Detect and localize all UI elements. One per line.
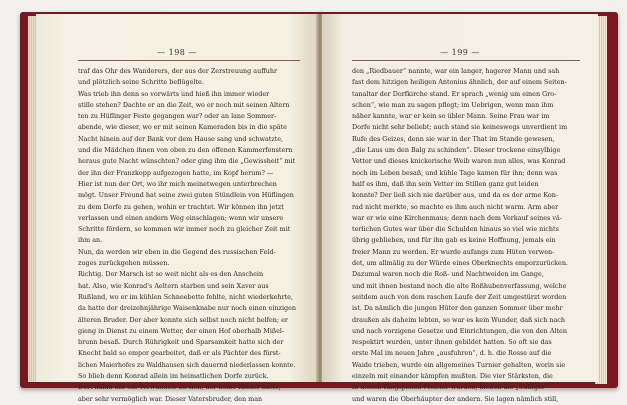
text-line: erste Mal im neuen Jahre „ausfuhren“, d. h. die Rosse auf die [352,349,552,358]
text-line: heraus gute Nacht wünschten? oder ging ihm die „Gewissheit“ mit [78,157,296,166]
left-page [36,14,318,403]
text-line: Vetter und dieses knickerische Weib waren nun alles, was Konrad [352,157,566,166]
text-line: brunn besaß. Durch Rührigkeit und Sparsamkeit hatte sich der [78,338,284,347]
text-line: Dorfe nicht sehr beliebt; auch stand sie keineswegs unverdient im [352,123,568,132]
left-page-number: — 198 — [157,48,197,57]
text-line: in diesen Ringspielen Meister wurden, hießen die „Stilliger“ [352,383,549,392]
text-line: ihm an. [78,236,103,245]
text-line: Was trieb ihn denn so vorwärts und hieß ihn immer wieder [78,89,270,98]
text-line: noch im Leben besaß, und kühle Tage kamen für ihn; denn was [352,168,558,177]
right-page [322,14,598,403]
text-line: rad nicht merkte, so machte es ihm auch nicht warm. Arm aber [352,202,559,211]
text-line: half es ihm, daß ihn sein Vetter im Stillen ganz gut leiden [352,179,539,188]
text-line: abende, wie dieser, wo er mit seinen Kameraden bis in die späte [78,123,287,132]
text-line: traf das Ohr des Wanderers, der aus der Zerstreuung auffuhr [78,67,278,75]
text-line: tanaltar der Dorfkirche stand. Er sprach „wenig um einen Gro- [352,89,557,98]
text-line: hat. Also, wie Konrad's Aeltern starben und sein Xaver aus [78,281,269,290]
text-line: übrig geblieben, und für ihn gab es keine Hoffnung, jemals ein [352,236,556,245]
text-line: Richtig. Der Marsch ist so weit nicht als es den Anschein [78,270,264,279]
text-line: war er wie eine Kirchenmaus; denn nach dem Verkauf seines vä- [352,213,562,222]
text-line: einzeln mit einander kämpfen mußten. Die vier Stärksten, die [352,372,553,381]
text-line: und waren die Oberhäupter der andern. Sie lagen nämlich still, [352,394,559,403]
text-line: und nach vorzigene Gesetze und Einrichtungen, die von den Alten [352,326,567,335]
text-line: zu dem Dorfe zu gehen, wohin er trachtet. Wir können ihn jetzt [78,202,284,211]
text-line: Nacht hinein auf der Bank vor dem Hause sang und schwatzte, [78,134,284,143]
text-line: seitdem auch von dem raschen Laufe der Zeit umgestürzt worden [352,292,567,301]
text-line: schen“, wie man zu sagen pflegt; im Uebrigen, wenn man ihm [352,100,554,109]
text-line: älteren Bruder. Der aber konnte sich selbst noch nicht helfen; er [78,315,288,324]
text-line: der ihn der Franzkopp aufgezogen hatte, im Kopf herum? — [78,168,274,177]
text-line: respektirt wurden, unter ihnen gebildet hatten. So oft sie das [352,338,552,347]
text-line: aber sehr vermöglich war. Dieser Vatersbruder, den man [78,394,263,403]
text-line: gieng in Dienst zu einem Wetter, der einen Hof oberhalb Mißel- [78,326,285,335]
text-line: Knecht bald so empor gearbeitet, daß er als Pächter des fürst- [78,349,281,358]
text-line: Waide trieben, wurde ein allgemeines Turnier gehalten, worin sie [352,360,566,369]
text-line: freier Mann zu werden. Er wurde aufangs zum Hüten verwen- [352,247,555,256]
text-line: stille stehen? Dachte er an die Zeit, wo er noch mit seinen Altern [78,100,290,109]
text-line: det, um allmälig zu der Würde eines Oberknechts emporzurücken. [352,259,568,268]
text-line: draußen als daheim lebten, so war es kein Wunder, daß sich nach [352,315,565,324]
text-line: Rufe des Geizes, denn sie war in der That im Stande gewesen, [352,134,555,143]
text-line: und plötzlich seine Schritte beflügelte. [78,78,204,87]
text-line: zuges zurückgehen müssen. [78,259,170,268]
text-line: konnte? Der ließ sich nie darüber aus, und da es der arme Kon- [352,191,559,200]
right-header-rule [352,60,580,61]
text-line: Schritte fördern, so kommen wir immer noch zu gleicher Zeit mit [78,225,291,234]
text-line: ist. Da nämlich die jungen Hüter den ganzen Sommer über mehr [352,304,563,313]
text-line: Dazumal waren noch die Roß- und Nachtweiden im Gange, [352,270,544,279]
left-page-body [78,66,300,405]
text-line: terlichen Gutes war über die Schulden hinaus so viel wie nichts [352,225,559,234]
text-line: da hatte der dreizehnjährige Waisenknabe nur noch einen einzigen [78,304,296,313]
text-line: „die Laus um den Balg zu schinden“. Dieser trockene einsylbige [352,146,561,155]
text-line: fast dem hitzigen heiligen Antonius ähnlich, der auf einem Seiten- [352,78,567,87]
text-line: Nun, da werden wir eben in die Gegend des russischen Feld- [78,247,276,256]
text-line: mögt. Unser Freund hat seine zwei guten Stündlein von Hüflingen [78,191,294,200]
text-line: verlassen und einen andern Weg einschlagen; wenn wir unsere [78,213,284,222]
text-line: Dort nahm ihn ein Verwandter zu sich, der keine Kinder hatte, [78,383,281,392]
text-line: Hier ist nun der Ort, wo ihr mich meinetwegen unterbrechen [78,179,277,188]
right-page-number: — 199 — [440,48,480,57]
left-header-rule [78,60,300,61]
text-line: und die Mädchen ihnen von oben zu den offenen Kammerfenstern [78,146,293,155]
text-line: ten zu Hüflinger Feste gegangen war? oder an lane Sommer- [78,112,277,121]
right-page-body [352,66,580,405]
text-line: So blieb denn Konrad allein im heimatlichen Dorfe zurück. [78,372,269,381]
text-line: Rußland, wo er im kühlen Schneebette fehlte, nicht wiederkehrte, [78,292,293,301]
text-line: lichen Maierhofes zu Waldhausen sich dauernd niederlassen konnte. [78,361,296,369]
text-line: und mit ihnen bestand noch die alte Roßhubenverfassung, welche [352,281,567,290]
text-line: näher kannte, war er kein so übler Mann. Seine Frau war im [352,112,550,121]
text-line: den „Riedbauer“ nannte, war ein langer, hagerer Mann und sah [352,67,560,75]
